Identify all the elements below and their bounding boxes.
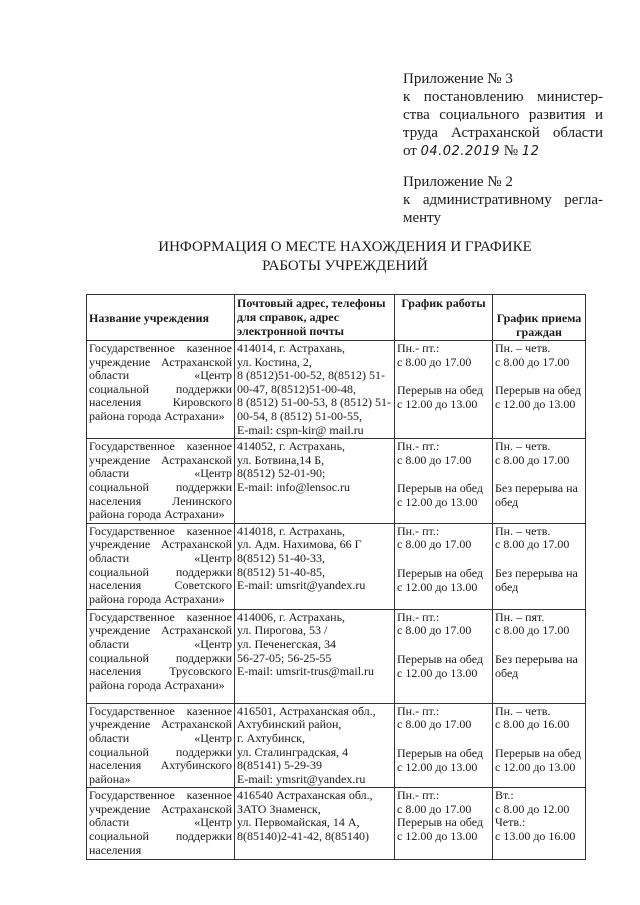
institution-name-cell: Государственное казенное учреждение Астраханской области «Центр социальной поддержки населения Ахтубинского района» [87, 703, 235, 788]
table-row [87, 788, 586, 860]
reception-schedule-cell-line [495, 638, 583, 653]
header-work-schedule: График работы [395, 295, 493, 341]
work-schedule-cell-line: с 8.00 до 17.00 [397, 354, 472, 369]
appendix-2-line: к административному регла- [403, 192, 603, 208]
work-schedule-cell-line: Пн.- пт.: [397, 341, 440, 355]
work-schedule-cell-line: Перерыв на обед с 12.00 до 13.00 [397, 815, 484, 844]
work-schedule-cell-line: Перерыв на обед с 12.00 до 13.00 [397, 481, 484, 509]
appendix-3-line: труда Астраханской области [403, 125, 603, 141]
address-cell [235, 523, 395, 609]
address-cell-line: ул. Первомайская, 14 А, [237, 815, 360, 830]
work-schedule-cell-line: с 8.00 до 17.00 [397, 537, 472, 552]
reception-schedule-cell-line: с 8.00 до 17.00 [495, 623, 570, 638]
appendix-3-line: ства социального развития и [403, 107, 603, 123]
reception-schedule-cell-line: Пн. – четв. [495, 523, 551, 538]
address-cell-line: 8(8512) 52-01-90; [237, 466, 326, 481]
reception-schedule-cell-line: Пн. – четв. [495, 703, 551, 718]
appendix-3-block [403, 70, 603, 161]
work-schedule-cell-line [397, 638, 490, 653]
table-row [87, 703, 586, 788]
date-prefix: от [403, 143, 417, 159]
handwritten-number: 12 [521, 144, 540, 159]
table-row [87, 439, 586, 524]
reception-schedule-cell [493, 341, 586, 439]
institution-name-cell: Государственное казенное учреждение Астраханской области «Центр социальной поддержки населения Советского района города Астрахани» [87, 523, 235, 609]
reception-schedule-cell-line: с 8.00 до 17.00 [495, 452, 570, 467]
work-schedule-cell [395, 341, 493, 439]
reception-schedule-cell [493, 609, 586, 703]
reception-schedule-cell-line: Без перерыва на обед [495, 651, 578, 680]
work-schedule-cell-line: с 8.00 до 17.00 [397, 801, 472, 816]
document-heading [150, 238, 540, 276]
appendix-3-line: к постановлению министер- [403, 89, 603, 105]
institutions-table [86, 294, 586, 860]
address-cell-line: 8(85140)2-41-42, 8(85140) [237, 829, 369, 844]
address-cell-line: E-mail: cspn-kir@ mail.ru [237, 422, 364, 437]
header-institution-name: Название учреждения [87, 295, 235, 341]
institution-name-cell: Государственное казенное учреждение Астраханской области «Центр социальной поддержки населения Ленинского района города Астрахани» [87, 439, 235, 524]
reception-schedule-cell-line [495, 467, 583, 482]
reception-schedule-cell-line: с 8.00 до 17.00 [495, 537, 570, 552]
appendix-3-title: Приложение № 3 [403, 71, 513, 87]
work-schedule-cell-line: Пн.- пт.: [397, 609, 440, 624]
address-cell-line: 416540 Астраханская обл., ЗАТО Знаменск, [237, 788, 373, 816]
reception-schedule-cell-line [495, 732, 583, 747]
address-cell-line: 8 (8512)51-00-52, 8(8512) 51-00-47, 8(8512)51-00-48, [237, 368, 385, 396]
reception-schedule-cell-line: с 8.00 до 16.00 [495, 717, 570, 732]
work-schedule-cell [395, 609, 493, 703]
address-cell [235, 341, 395, 439]
address-cell-line: 8(85141) 5-29-39 [237, 758, 322, 773]
reception-schedule-cell [493, 703, 586, 788]
work-schedule-cell-line: Пн.- пт.: [397, 439, 440, 454]
work-schedule-cell-line: Перерыв на обед с 12.00 до 13.00 [397, 383, 484, 411]
address-cell-line: 8(8512) 51-40-85, [237, 564, 325, 579]
reception-schedule-cell-line: с 13.00 до 16.00 [495, 829, 576, 844]
address-cell-line: ул. Печенегская, 34 [237, 636, 337, 651]
reception-schedule-cell-line: Перерыв на обед с 12.00 до 13.00 [495, 745, 582, 774]
address-cell [235, 788, 395, 860]
header-address: Почтовый адрес, телефоны для справок, адрес электронной почты [235, 295, 395, 341]
handwritten-date: 04.02.2019 [420, 144, 501, 159]
reception-schedule-cell [493, 788, 586, 860]
reception-schedule-cell-line: Без перерыва на обед [495, 481, 578, 509]
address-cell-line: ул. Ботвина,14 Б, [237, 452, 325, 467]
address-cell-line: E-mail: ymsrit@yandex.ru [237, 771, 366, 786]
address-cell-line: 8 (8512) 51-00-53, 8 (8512) 51-00-54, 8 (8512) 51-00-55, [237, 395, 391, 423]
address-cell-line: 416501, Астраханская обл., Ахтубинский район, [237, 703, 376, 732]
work-schedule-cell-line [397, 732, 490, 747]
work-schedule-cell-line [397, 369, 490, 384]
work-schedule-cell [395, 703, 493, 788]
address-cell-line: 414014, г. Астрахань, [237, 341, 346, 355]
institution-name-cell: Государственное казенное учреждение Астраханской области «Центр социальной поддержки населения Кировского района города Астрахани» [87, 341, 235, 439]
number-prefix: № [503, 143, 519, 159]
reception-schedule-cell-line [495, 369, 583, 384]
reception-schedule-cell-line: Пн. – четв. [495, 341, 551, 355]
work-schedule-cell [395, 523, 493, 609]
work-schedule-cell-line: Перерыв на обед с 12.00 до 13.00 [397, 745, 484, 774]
reception-schedule-cell-line: Без перерыва на обед [495, 565, 578, 594]
address-cell-line: ул. Адм. Нахимова, 66 Г [237, 537, 362, 552]
reception-schedule-cell-line: с 8.00 до 12.00 [495, 801, 570, 816]
table-row [87, 341, 586, 439]
appendix-2-line: менту [403, 210, 442, 226]
address-cell-line: 414052, г. Астрахань, [237, 439, 346, 454]
work-schedule-cell-line: с 8.00 до 17.00 [397, 452, 472, 467]
reception-schedule-cell-line: с 8.00 до 17.00 [495, 354, 570, 369]
heading-line-1: ИНФОРМАЦИЯ О МЕСТЕ НАХОЖДЕНИЯ И ГРАФИКЕ [158, 239, 532, 255]
reception-schedule-cell-line [495, 552, 583, 567]
work-schedule-cell-line: с 8.00 до 17.00 [397, 623, 472, 638]
heading-line-2: РАБОТЫ УЧРЕЖДЕНИЙ [262, 258, 428, 274]
header-reception-schedule: График приема граждан [493, 295, 586, 341]
reception-schedule-cell-line: Перерыв на обед с 12.00 до 13.00 [495, 383, 582, 411]
address-cell-line: 56-27-05; 56-25-55 [237, 650, 332, 665]
address-cell [235, 439, 395, 524]
address-cell-line: E-mail: umsrit@yandex.ru [237, 578, 366, 593]
table-row [87, 609, 586, 703]
work-schedule-cell-line [397, 467, 490, 482]
reception-schedule-cell-line: Пн. – четв. [495, 439, 551, 454]
work-schedule-cell-line [397, 552, 490, 567]
table-header-row [87, 295, 586, 341]
address-cell [235, 703, 395, 788]
reception-schedule-cell [493, 439, 586, 524]
work-schedule-cell-line: Пн.- пт.: [397, 703, 440, 718]
reception-schedule-cell [493, 523, 586, 609]
address-cell-line: 414018, г. Астрахань, [237, 523, 346, 538]
work-schedule-cell-line: с 8.00 до 17.00 [397, 717, 472, 732]
work-schedule-cell-line: Пн.- пт.: [397, 788, 440, 803]
table-row [87, 523, 586, 609]
address-cell-line: ул. Сталинградская, 4 [237, 744, 349, 759]
address-cell-line: ул. Костина, 2, [237, 354, 312, 369]
institution-name-cell: Государственное казенное учреждение Астраханской области «Центр социальной поддержки населения Трусовского района города Астрахани» [87, 609, 235, 703]
work-schedule-cell-line: Перерыв на обед с 12.00 до 13.00 [397, 565, 484, 594]
address-cell-line: ул. Пирогова, 53 / [237, 623, 328, 638]
reception-schedule-cell-line: Вт.: [495, 788, 514, 803]
work-schedule-cell [395, 439, 493, 524]
reception-schedule-cell-line: Четв.: [495, 815, 526, 830]
address-cell-line: E-mail: umsrit-trus@mail.ru [237, 664, 375, 679]
address-cell-line: г. Ахтубинск, [237, 730, 305, 745]
address-cell-line: 414006, г. Астрахань, [237, 609, 346, 624]
address-cell-line: 8(8512) 51-40-33, [237, 550, 325, 565]
appendix-2-title: Приложение № 2 [403, 174, 513, 190]
address-cell-line: E-mail: info@lensoc.ru [237, 479, 351, 494]
work-schedule-cell-line: Перерыв на обед с 12.00 до 13.00 [397, 651, 484, 680]
institution-name-cell: Государственное казенное учреждение Астраханской области «Центр социальной поддержки населения [87, 788, 235, 860]
work-schedule-cell-line: Пн.- пт.: [397, 523, 440, 538]
appendix-3-date-line [403, 142, 603, 161]
work-schedule-cell [395, 788, 493, 860]
appendix-2-block [403, 173, 603, 227]
address-cell [235, 609, 395, 703]
reception-schedule-cell-line: Пн. – пят. [495, 609, 545, 624]
